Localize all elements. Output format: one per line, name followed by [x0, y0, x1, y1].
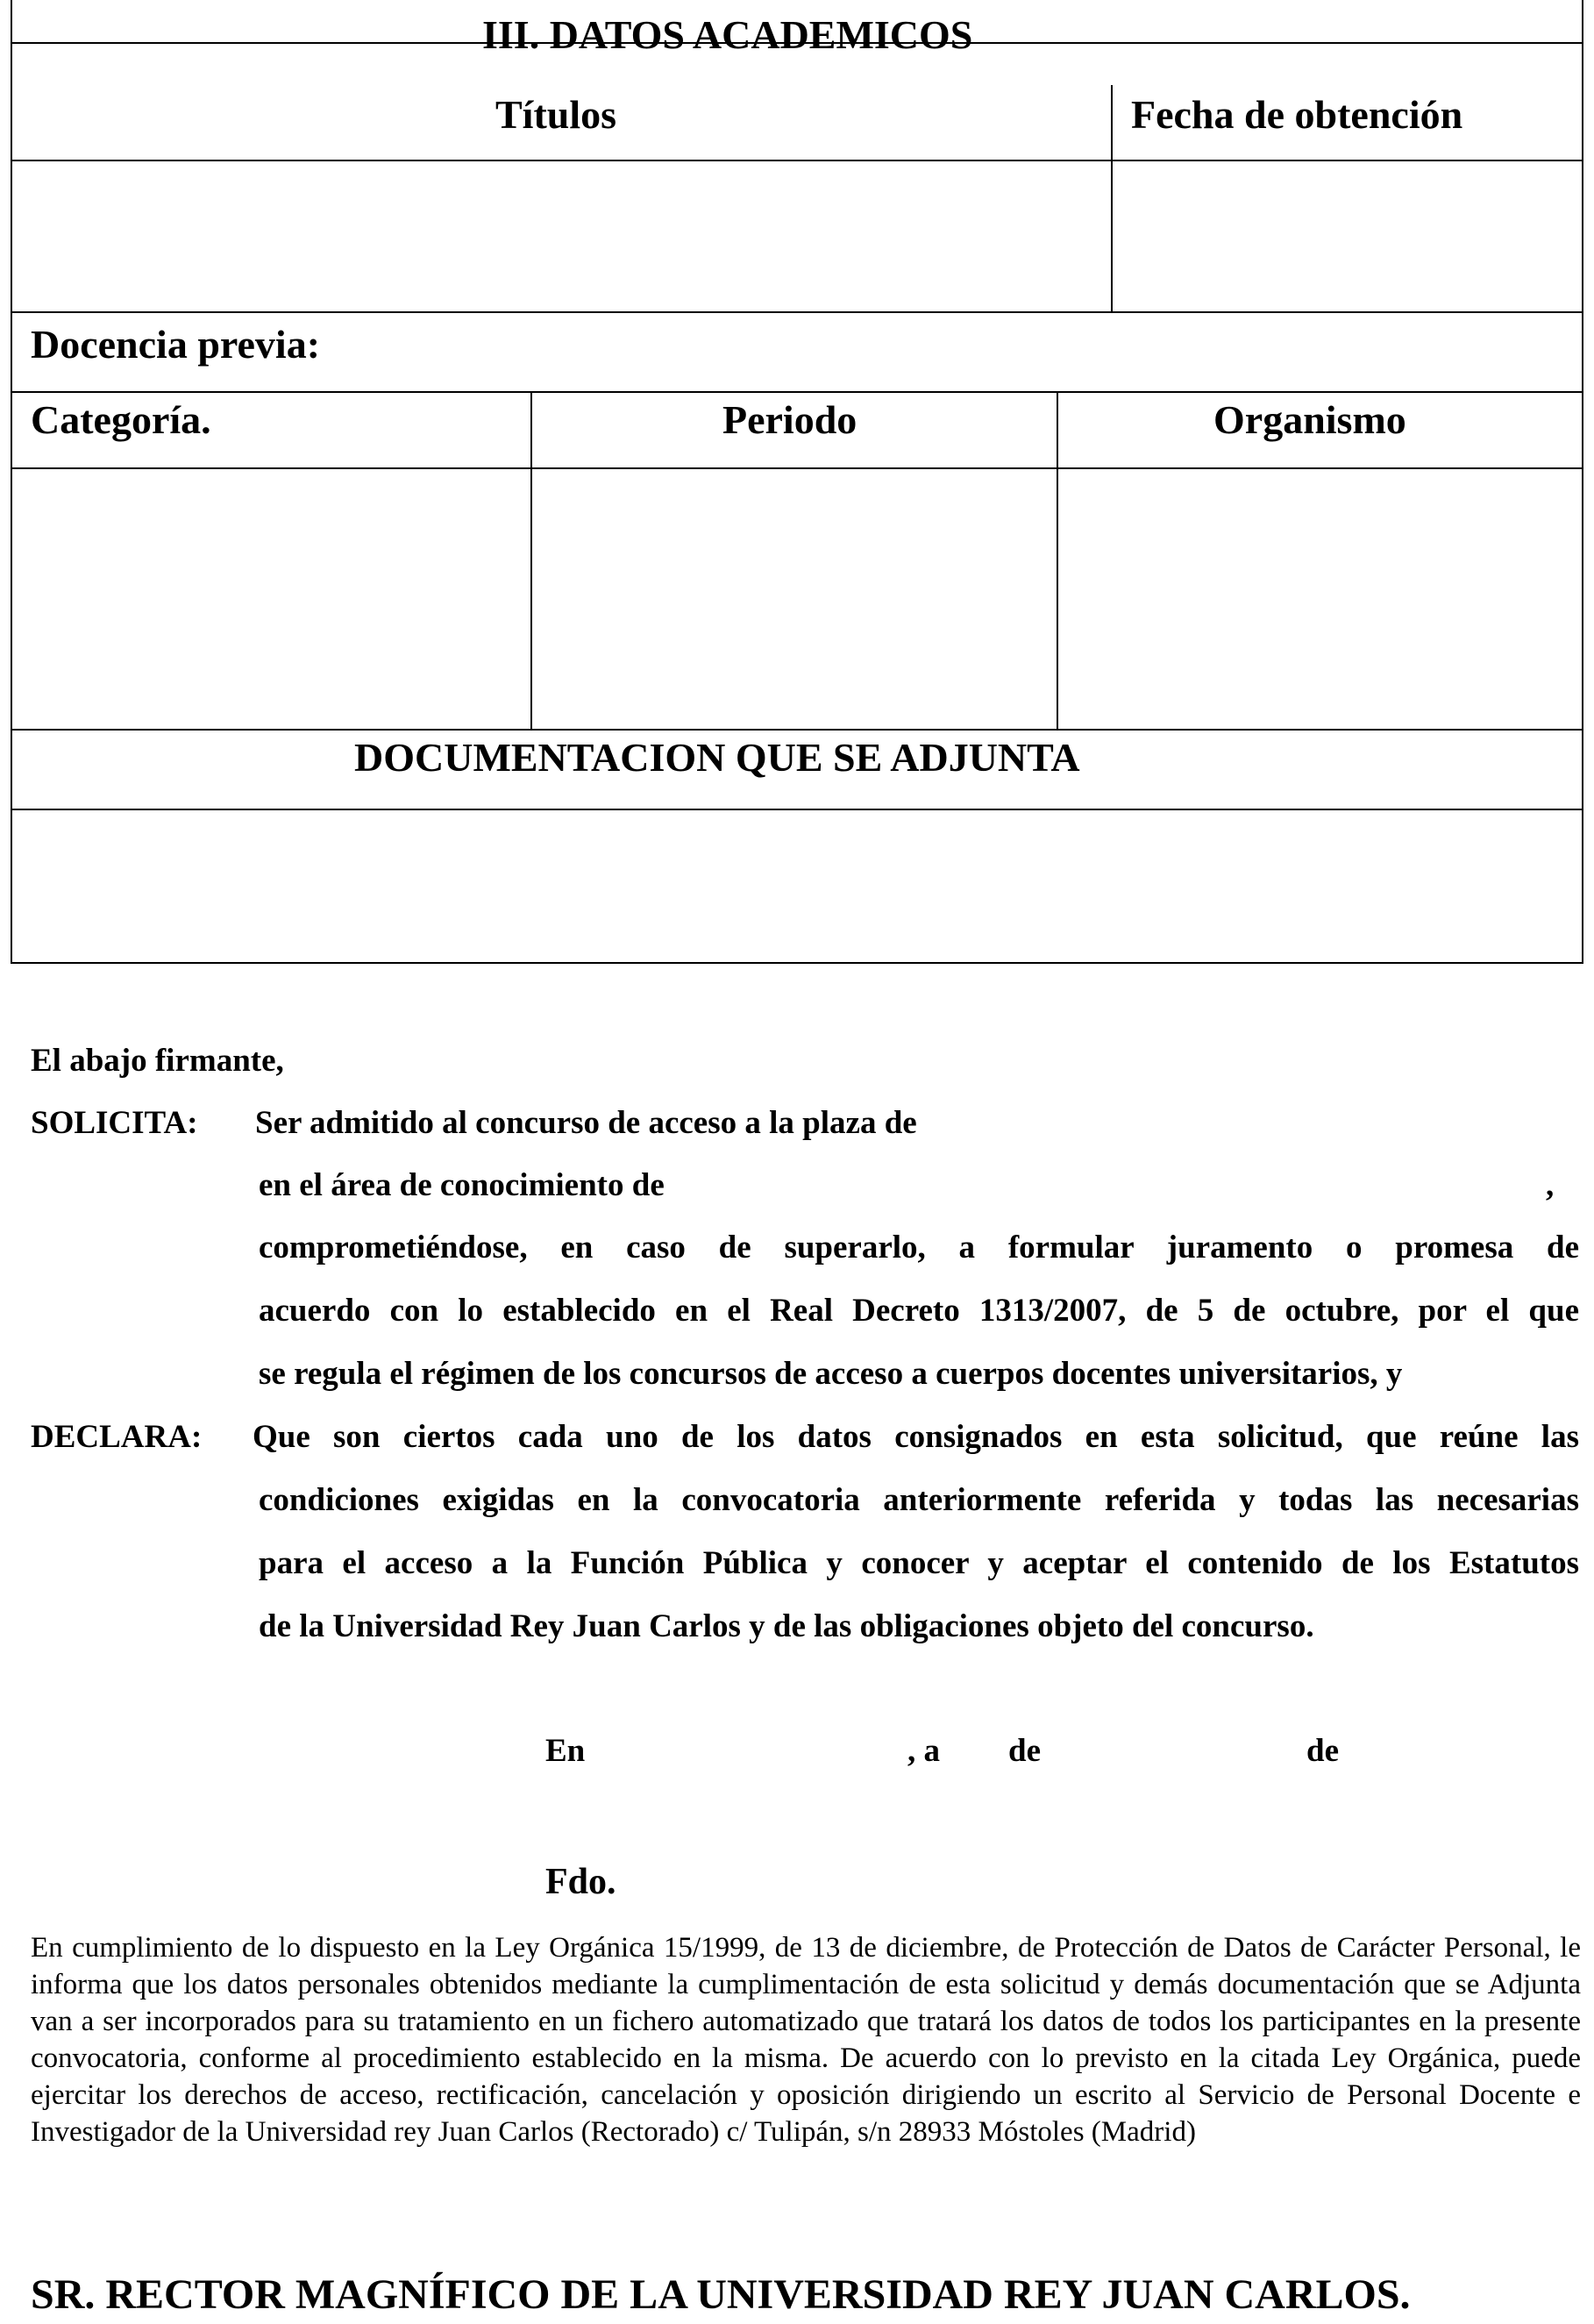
- organism-input-cell[interactable]: [1058, 469, 1582, 729]
- declara-label: DECLARA:: [31, 1419, 203, 1455]
- period-input-cell[interactable]: [532, 469, 1057, 729]
- solicita-line: [259, 1231, 1579, 1264]
- signature-field[interactable]: [631, 1855, 1245, 1907]
- date-a: , a: [907, 1733, 940, 1769]
- place-field[interactable]: [596, 1728, 903, 1772]
- justified-line: condiciones exigidas en la convocatoria anteriormente referida y todas las necesarias: [259, 1482, 1579, 1518]
- table-divider: [11, 391, 1583, 393]
- solicita-line-end: ,: [1546, 1167, 1555, 1203]
- justified-line: Que son ciertos cada uno de los datos consignados en esta solicitud, que reúne las: [253, 1419, 1579, 1455]
- date-de-month: de: [1008, 1733, 1041, 1769]
- date-input-cell[interactable]: [1113, 161, 1582, 311]
- date-de-year: de: [1306, 1733, 1339, 1769]
- solicita-line: Ser admitido al concurso de acceso a la plaza de: [255, 1105, 917, 1141]
- organism-header: Organismo: [1213, 397, 1406, 442]
- month-field[interactable]: [1052, 1728, 1302, 1772]
- teaching-label: Docencia previa:: [31, 322, 321, 367]
- declara-line: de la Universidad Rey Juan Carlos y de las obligaciones objeto del concurso.: [259, 1608, 1314, 1644]
- signature-label: Fdo.: [545, 1862, 616, 1902]
- place-prefix: En: [545, 1733, 586, 1769]
- declara-line: [253, 1421, 1579, 1453]
- documentation-header: DOCUMENTACION QUE SE ADJUNTA: [354, 735, 1080, 780]
- documentation-input-cell[interactable]: [12, 810, 1582, 962]
- intro-text: El abajo firmante,: [31, 1043, 284, 1079]
- solicita-line: se regula el régimen de los concursos de acceso a cuerpos docentes universitarios, y: [259, 1356, 1403, 1392]
- declara-line: [259, 1484, 1579, 1516]
- solicita-label: SOLICITA:: [31, 1105, 198, 1141]
- titles-input-cell[interactable]: [12, 161, 1111, 311]
- category-header: Categoría.: [31, 397, 211, 442]
- section-title: III. DATOS ACADEMICOS: [482, 12, 973, 57]
- justified-line: para el acceso a la Función Pública y conocer y aceptar el contenido de los Estatutos: [259, 1545, 1579, 1581]
- declara-line: [259, 1547, 1579, 1579]
- year-field[interactable]: [1350, 1728, 1526, 1772]
- justified-line: acuerdo con lo establecido en el Real Decreto 1313/2007, de 5 de octubre, por el que: [259, 1293, 1579, 1329]
- titles-header: Títulos: [495, 92, 617, 137]
- justified-line: comprometiéndose, en caso de superarlo, a formular juramento o promesa de: [259, 1230, 1579, 1265]
- category-input-cell[interactable]: [12, 469, 530, 729]
- period-header: Periodo: [722, 397, 857, 442]
- solicita-line: en el área de conocimiento de: [259, 1167, 665, 1203]
- legal-notice: En cumplimiento de lo dispuesto en la Ley Orgánica 15/1999, de 13 de diciembre, de Protección de Datos de Carácter Personal, le informa que los datos personales obtenidos mediante la cumplimentación de esta solicitud y demás documentación que se Adjunta van a ser incorporados para su tratamiento en un fichero automatizado que tratará los datos de todos los participantes en la presente convocatoria, conforme al procedimiento establecido en la misma. De acuerdo con lo previsto en la citada Ley Orgánica, puede ejercitar los derechos de acceso, rectificación, cancelación y oposición dirigiendo un escrito al Servicio de Personal Docente e Investigador de la Universidad rey Juan Carlos (Rectorado) c/ Tulipán, s/n 28933 Móstoles (Madrid): [31, 1932, 1581, 2148]
- date-header: Fecha de obtención: [1131, 92, 1463, 137]
- table-divider: [11, 729, 1583, 731]
- addressee: SR. RECTOR MAGNÍFICO DE LA UNIVERSIDAD REY JUAN CARLOS.: [31, 2271, 1411, 2318]
- day-field[interactable]: [951, 1728, 1004, 1772]
- solicita-line: [259, 1294, 1579, 1327]
- table-divider: [11, 311, 1583, 313]
